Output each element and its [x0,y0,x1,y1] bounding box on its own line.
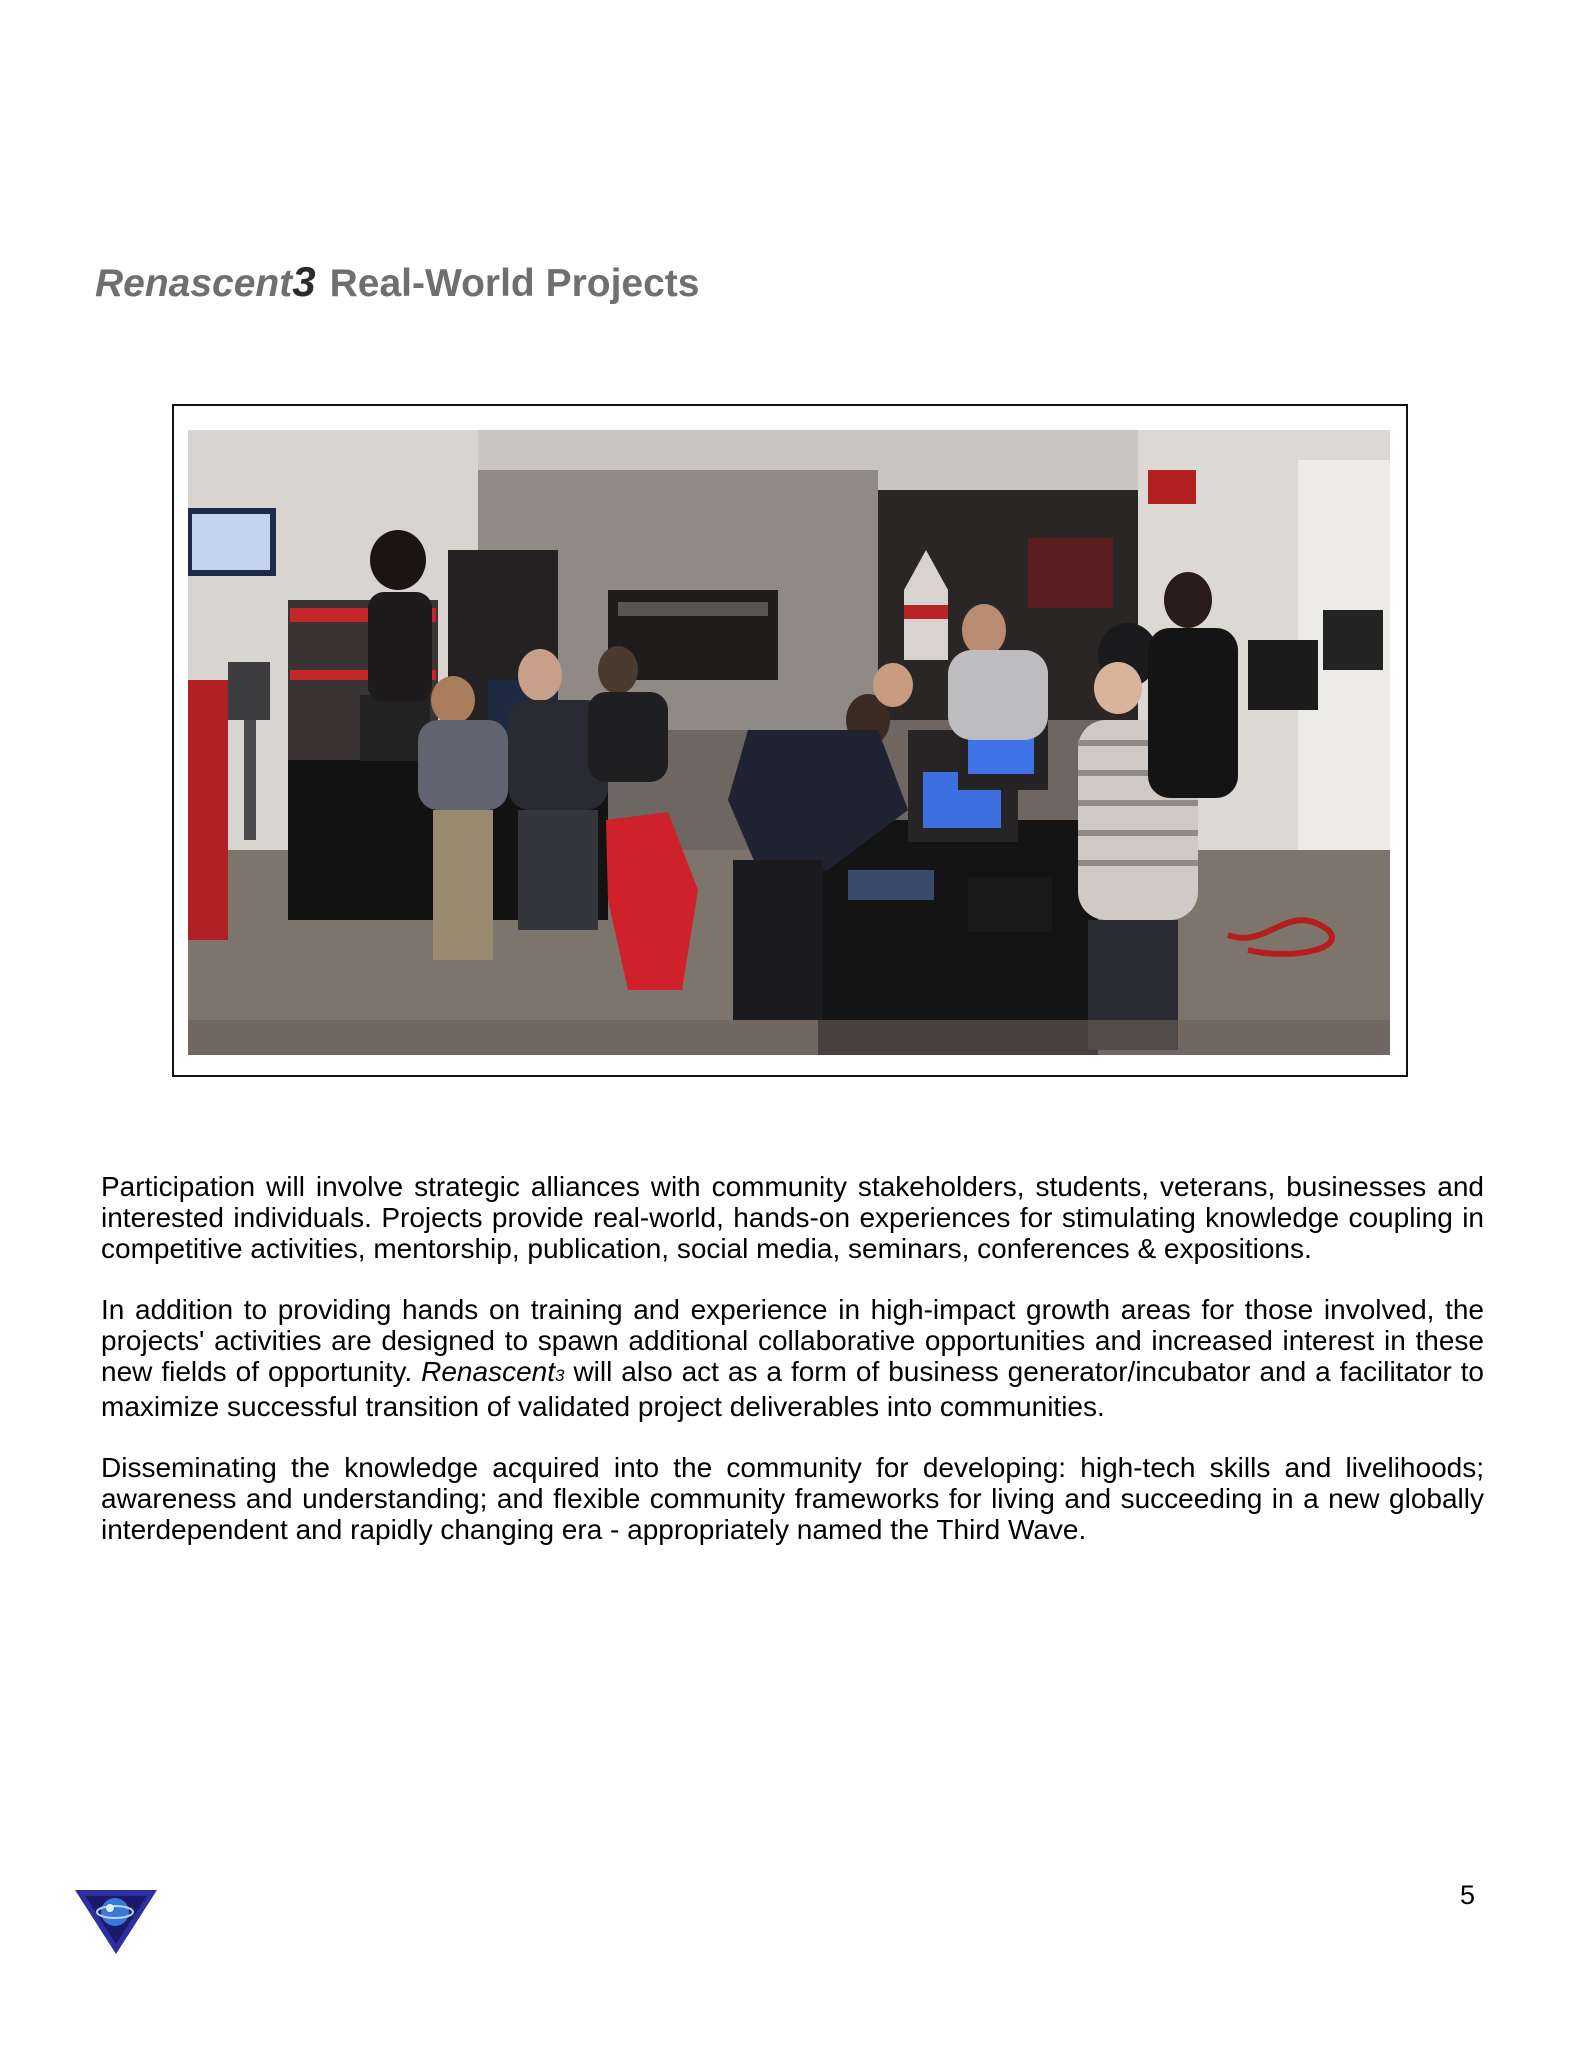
body-text [101,1171,1484,1575]
paragraph-addition [101,1294,1484,1422]
paragraph-disseminating: Disseminating the knowledge acquired into the community for developing: high-tech skills and livelihoods; awareness and understanding; and flexible community frameworks for living and succeeding in a new globally interdependent and rapidly changing era - appropriately named the Third Wave. [101,1452,1484,1545]
paragraph-addition-brand: Renascent [421,1356,556,1387]
page-heading [95,258,699,306]
page-number: 5 [1460,1880,1476,1910]
paragraph-participation: Participation will involve strategic alliances with community stakeholders, students, veterans, businesses and interested individuals. Projects provide real-world, hands-on experiences for stimulating knowledge coupling in competitive activities, mentorship, publication, social media, seminars, conferences & expositions. [101,1171,1484,1264]
makerspace-photo [188,430,1390,1055]
paragraph-addition-part1: In addition to providing hands on training and experience in high-impact growth areas for those involved, the projects' activities are designed to spawn additional collaborative opportunities and increased interest in these new fields of opportunity. [101,1294,1484,1387]
paragraph-addition-brand-number: 3 [555,1366,565,1385]
heading-title: Real-World Projects [329,262,700,305]
paragraph-addition-part2: will also act as a form of business generator/incubator and a facilitator to maximize successful transition of validated project deliverables into communities. [101,1356,1484,1422]
photo-frame [172,404,1408,1077]
triangle-globe-logo-icon [75,1888,157,1954]
heading-brand: Renascent [95,262,293,305]
makerspace-scene [188,430,1390,1055]
heading-brand-number: 3 [292,258,316,305]
